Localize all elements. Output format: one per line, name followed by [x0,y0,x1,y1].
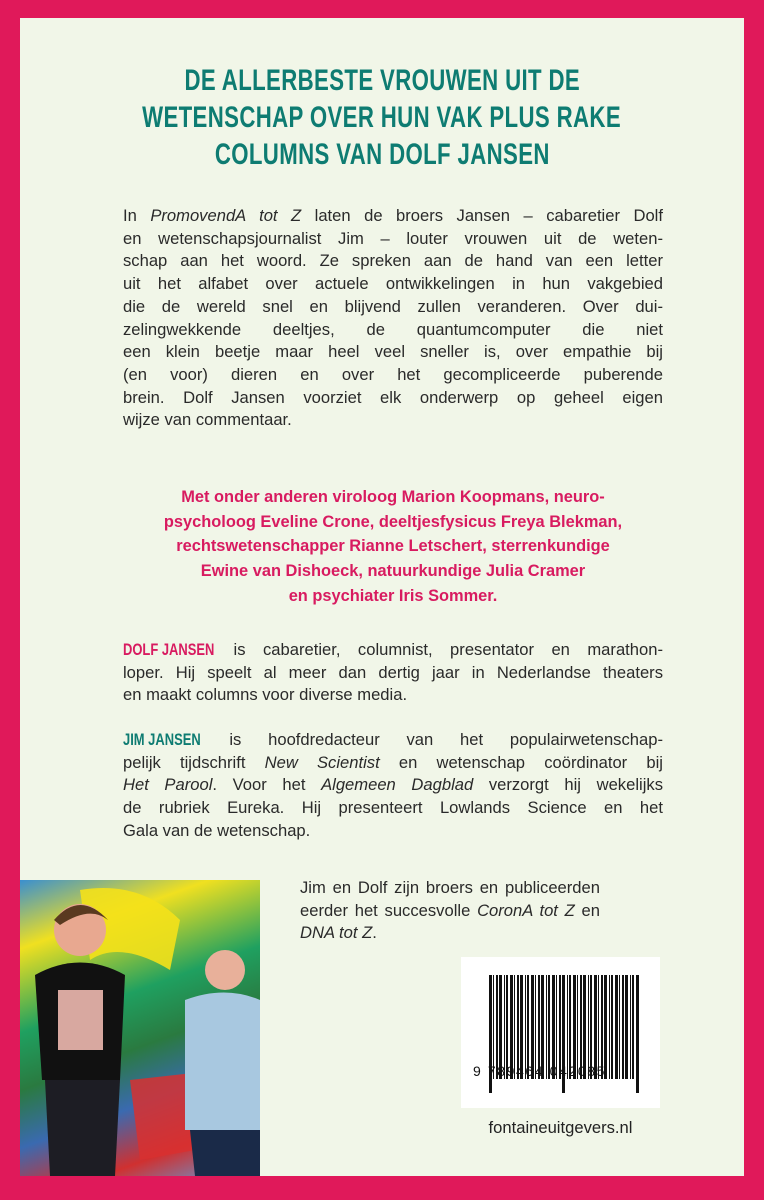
text-line [103,534,683,559]
text-segment: laten de broers Jansen – cabaretier Dolf [301,206,663,225]
text-segment: en wetenschap coördinator bij [379,752,663,772]
text-line [123,205,663,228]
author-name-dolf: DOLF JANSEN [123,640,215,659]
barcode-bar [632,975,634,1079]
jim-bio [123,729,663,843]
text-line [300,900,600,923]
headline-line [20,99,744,136]
text-line [300,922,600,945]
headline-text: COLUMNS VAN DOLF JANSEN [214,138,550,171]
text-segment: Met onder anderen viroloog Marion Koopmans, neuro- [181,488,605,506]
text-segment: uit het alfabet over actuele ontwikkelingen in hun vakgebied [123,274,663,294]
text-segment: schap aan het woord. Ze spreken aan de hand van een letter [123,251,663,271]
text-line [123,273,663,296]
italic-title: Algemeen Dagblad [321,775,474,795]
intro-paragraph [123,205,663,432]
author-name-jim: JIM JANSEN [123,730,201,749]
contributors-paragraph [103,485,683,609]
text-segment: loper. Hij speelt al meer dan dertig jaar in Nederlandse theaters [123,662,663,682]
italic-title: CoronA tot Z [477,900,575,920]
text-segment: psycholoog Eveline Crone, deeltjesfysicus Freya Blekman, [163,512,623,531]
text-segment: zelingwekkende deeltjes, de quantumcomputer die niet [123,319,663,339]
barcode-bar [625,975,628,1079]
barcode [461,957,660,1108]
text-segment: de rubriek Eureka. Hij presenteert Lowlands Science en het [123,798,663,818]
text-line [103,584,683,609]
text-line [123,250,663,273]
headline-text: DE ALLERBESTE VROUWEN UIT DE [184,64,580,97]
barcode-bar [630,975,631,1079]
headline-line [20,136,744,173]
text-line [123,774,663,797]
text-segment: . Voor het [212,775,322,795]
text-segment: (en voor) dieren en over het gecompliceerde puberende [123,364,663,384]
text-segment: rechtswetenschapper Rianne Letschert, sterrenkundige [176,537,610,556]
barcode-bar [609,975,610,1079]
text-segment: eerder het succesvolle [300,900,478,920]
text-segment: Ewine van Dishoeck, natuurkundige Julia Cramer [200,562,586,581]
text-segment: en maakt columns voor diverse media. [123,685,408,705]
italic-title: Het Parool [123,775,213,795]
text-segment: die de wereld snel en blijvend zullen veranderen. Over dui- [123,296,663,316]
text-line [123,364,663,387]
text-segment: een klein beetje maar heel veel sneller is, over empathie bij [123,342,663,362]
brothers-note [300,877,600,945]
headline-text: WETENSCHAP OVER HUN VAK PLUS RAKE [142,101,622,134]
isbn-digits: 9 789464 042085 [473,1063,606,1079]
text-segment: en [574,900,601,920]
text-line [123,797,663,820]
barcode-bar [636,975,639,1093]
back-cover [20,18,744,1176]
text-segment: verzorgt hij wekelijks [473,775,663,795]
text-line [123,684,663,707]
headline-line [20,62,744,99]
barcode-bar [615,975,618,1079]
text-line [123,639,663,662]
text-line [123,319,663,342]
text-line [123,729,663,752]
barcode-bar [619,975,620,1079]
publisher-website[interactable]: fontaineuitgevers.nl [488,1118,633,1137]
text-segment: brein. Dolf Jansen voorziet elk onderwerp op geheel eigen [123,387,663,407]
text-segment: pelijk tijdschrift [123,752,265,772]
text-line [123,820,663,843]
dolf-bio [123,639,663,707]
headline [20,62,744,173]
text-line [103,485,683,510]
text-line [123,662,663,685]
text-segment: . [372,923,377,943]
author-photo [20,880,260,1176]
text-line [123,341,663,364]
text-line [103,559,683,584]
text-line [123,296,663,319]
text-line [123,409,663,432]
text-line [123,228,663,251]
authors-illustration [20,880,260,1176]
text-segment: In [123,206,151,225]
text-segment: is hoofdredacteur van het populairwetenschap- [202,730,663,749]
text-segment: Jim en Dolf zijn broers en publiceerden [300,878,600,897]
italic-title: DNA tot Z [300,923,373,943]
text-segment: en psychiater Iris Sommer. [288,586,498,605]
text-segment: Gala van de wetenschap. [123,820,311,840]
text-segment: wijze van commentaar. [123,410,292,430]
barcode-bar [622,975,624,1079]
text-line [103,510,683,535]
text-line [123,752,663,775]
barcode-bar [611,975,613,1079]
text-segment: is cabaretier, columnist, presentator en marathon- [216,640,663,659]
text-line [123,387,663,410]
italic-title: PromovendA tot Z [150,206,302,225]
text-segment: en wetenschapsjournalist Jim – louter vrouwen uit de weten- [123,228,663,248]
italic-title: New Scientist [264,752,380,772]
text-line [300,877,600,900]
